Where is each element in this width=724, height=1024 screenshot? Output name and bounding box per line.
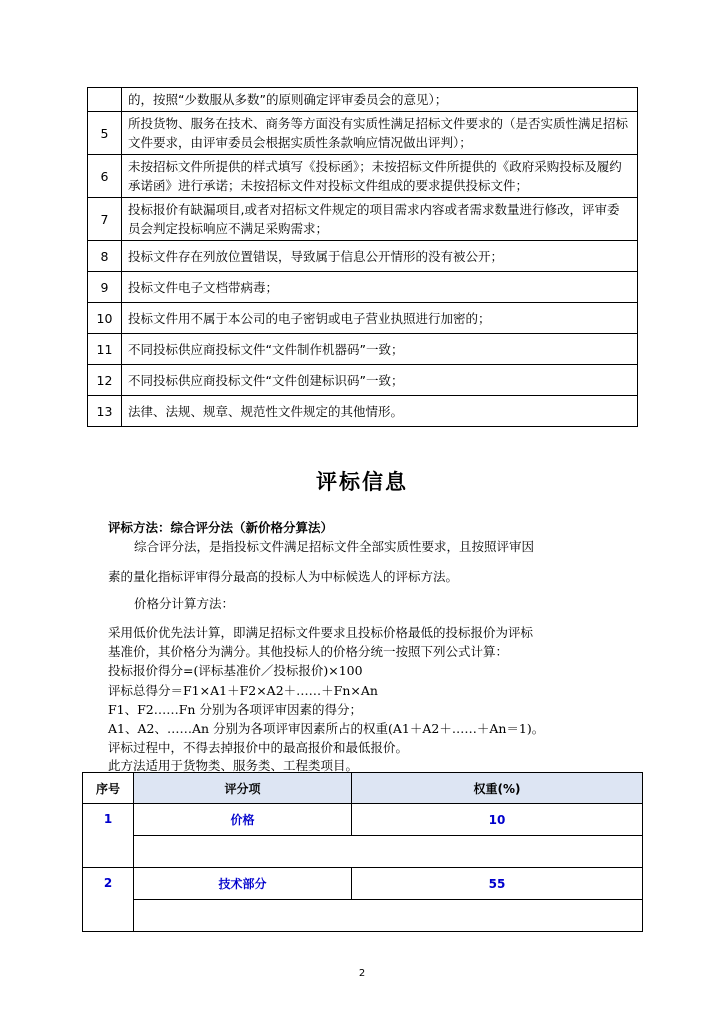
row-text: 投标文件用不属于本公司的电子密钥或电子营业执照进行加密的； [122, 303, 638, 334]
method-title: 评标方法：综合评分法（新价格分算法） [108, 520, 334, 535]
table-row [88, 365, 638, 396]
row-number: 8 [88, 241, 122, 272]
price-line: A1、A2、……An 分别为各项评审因素所占的权重(A1＋A2＋……＋An＝1)。 [108, 721, 545, 736]
page-number: 2 [358, 968, 366, 979]
row-text: 的，按照“少数服从多数”的原则确定评审委员会的意见）； [122, 88, 638, 112]
table-row [83, 804, 643, 836]
row-number: 2 [83, 868, 134, 932]
row-text: 所投货物、服务在技术、商务等方面没有实质性满足招标文件要求的（是否实质性满足招标文件要求，由评审委员会根据实质性条款响应情况做出评判）； [122, 112, 638, 155]
table-row [88, 112, 638, 155]
price-line: 采用低价优先法计算，即满足招标文件要求且投标价格最低的投标报价为评标 [108, 625, 534, 640]
row-text: 投标文件电子文档带病毒； [122, 272, 638, 303]
price-line: 基准价，其价格分为满分。其他投标人的价格分统一按照下列公式计算： [108, 644, 509, 659]
table-row [88, 155, 638, 198]
table-row [88, 241, 638, 272]
row-text: 法律、法规、规章、规范性文件规定的其他情形。 [122, 396, 638, 427]
disqualification-criteria-table [87, 87, 638, 427]
row-text: 未按招标文件所提供的样式填写《投标函》；未按招标文件所提供的《政府采购投标及履约承诺函》进行承诺；未按招标文件对投标文件组成的要求提供投标文件； [122, 155, 638, 198]
row-number: 11 [88, 334, 122, 365]
table-row [88, 334, 638, 365]
table-row [83, 836, 643, 868]
row-number: 1 [83, 804, 134, 868]
price-line: 此方法适用于货物类、服务类、工程类项目。 [108, 758, 359, 773]
detail-cell [134, 836, 643, 868]
row-number: 9 [88, 272, 122, 303]
row-number: 6 [88, 155, 122, 198]
row-text: 不同投标供应商投标文件“文件创建标识码”一致； [122, 365, 638, 396]
header-number: 序号 [83, 773, 134, 804]
intro-line-1: 综合评分法，是指投标文件满足招标文件全部实质性要求，且按照评审因 [134, 539, 535, 554]
header-weight: 权重(%) [352, 773, 643, 804]
price-heading: 价格分计算方法： [134, 596, 235, 611]
row-number: 12 [88, 365, 122, 396]
intro-line-2: 素的量化指标评审得分最高的投标人为中标候选人的评标方法。 [108, 569, 459, 584]
table-row [83, 868, 643, 900]
table-row [83, 900, 643, 932]
price-line: 评标总得分＝F1×A1＋F2×A2＋……＋Fn×An [108, 683, 378, 698]
price-line: 评标过程中，不得去掉报价中的最高报价和最低报价。 [108, 740, 409, 755]
table-row [88, 303, 638, 334]
detail-cell [134, 900, 643, 932]
table-row [88, 272, 638, 303]
table-row [88, 396, 638, 427]
price-line: F1、F2……Fn 分别为各项评审因素的得分； [108, 702, 362, 717]
row-number: 5 [88, 112, 122, 155]
table-row [88, 198, 638, 241]
score-item: 技术部分 [134, 868, 352, 900]
scoring-table [82, 772, 643, 932]
score-weight: 55 [352, 868, 643, 900]
table-row [88, 88, 638, 112]
row-text: 不同投标供应商投标文件“文件制作机器码”一致； [122, 334, 638, 365]
row-text: 投标文件存在列放位置错误，导致属于信息公开情形的没有被公开； [122, 241, 638, 272]
row-number: 7 [88, 198, 122, 241]
row-number [88, 88, 122, 112]
score-item: 价格 [134, 804, 352, 836]
row-number: 13 [88, 396, 122, 427]
price-line: 投标报价得分=(评标基准价／投标报价)×100 [108, 663, 363, 678]
score-weight: 10 [352, 804, 643, 836]
row-number: 10 [88, 303, 122, 334]
section-title: 评标信息 [316, 470, 408, 494]
header-item: 评分项 [134, 773, 352, 804]
row-text: 投标报价有缺漏项目,或者对招标文件规定的项目需求内容或者需求数量进行修改，评审委员会判定投标响应不满足采购需求； [122, 198, 638, 241]
table-header-row [83, 773, 643, 804]
